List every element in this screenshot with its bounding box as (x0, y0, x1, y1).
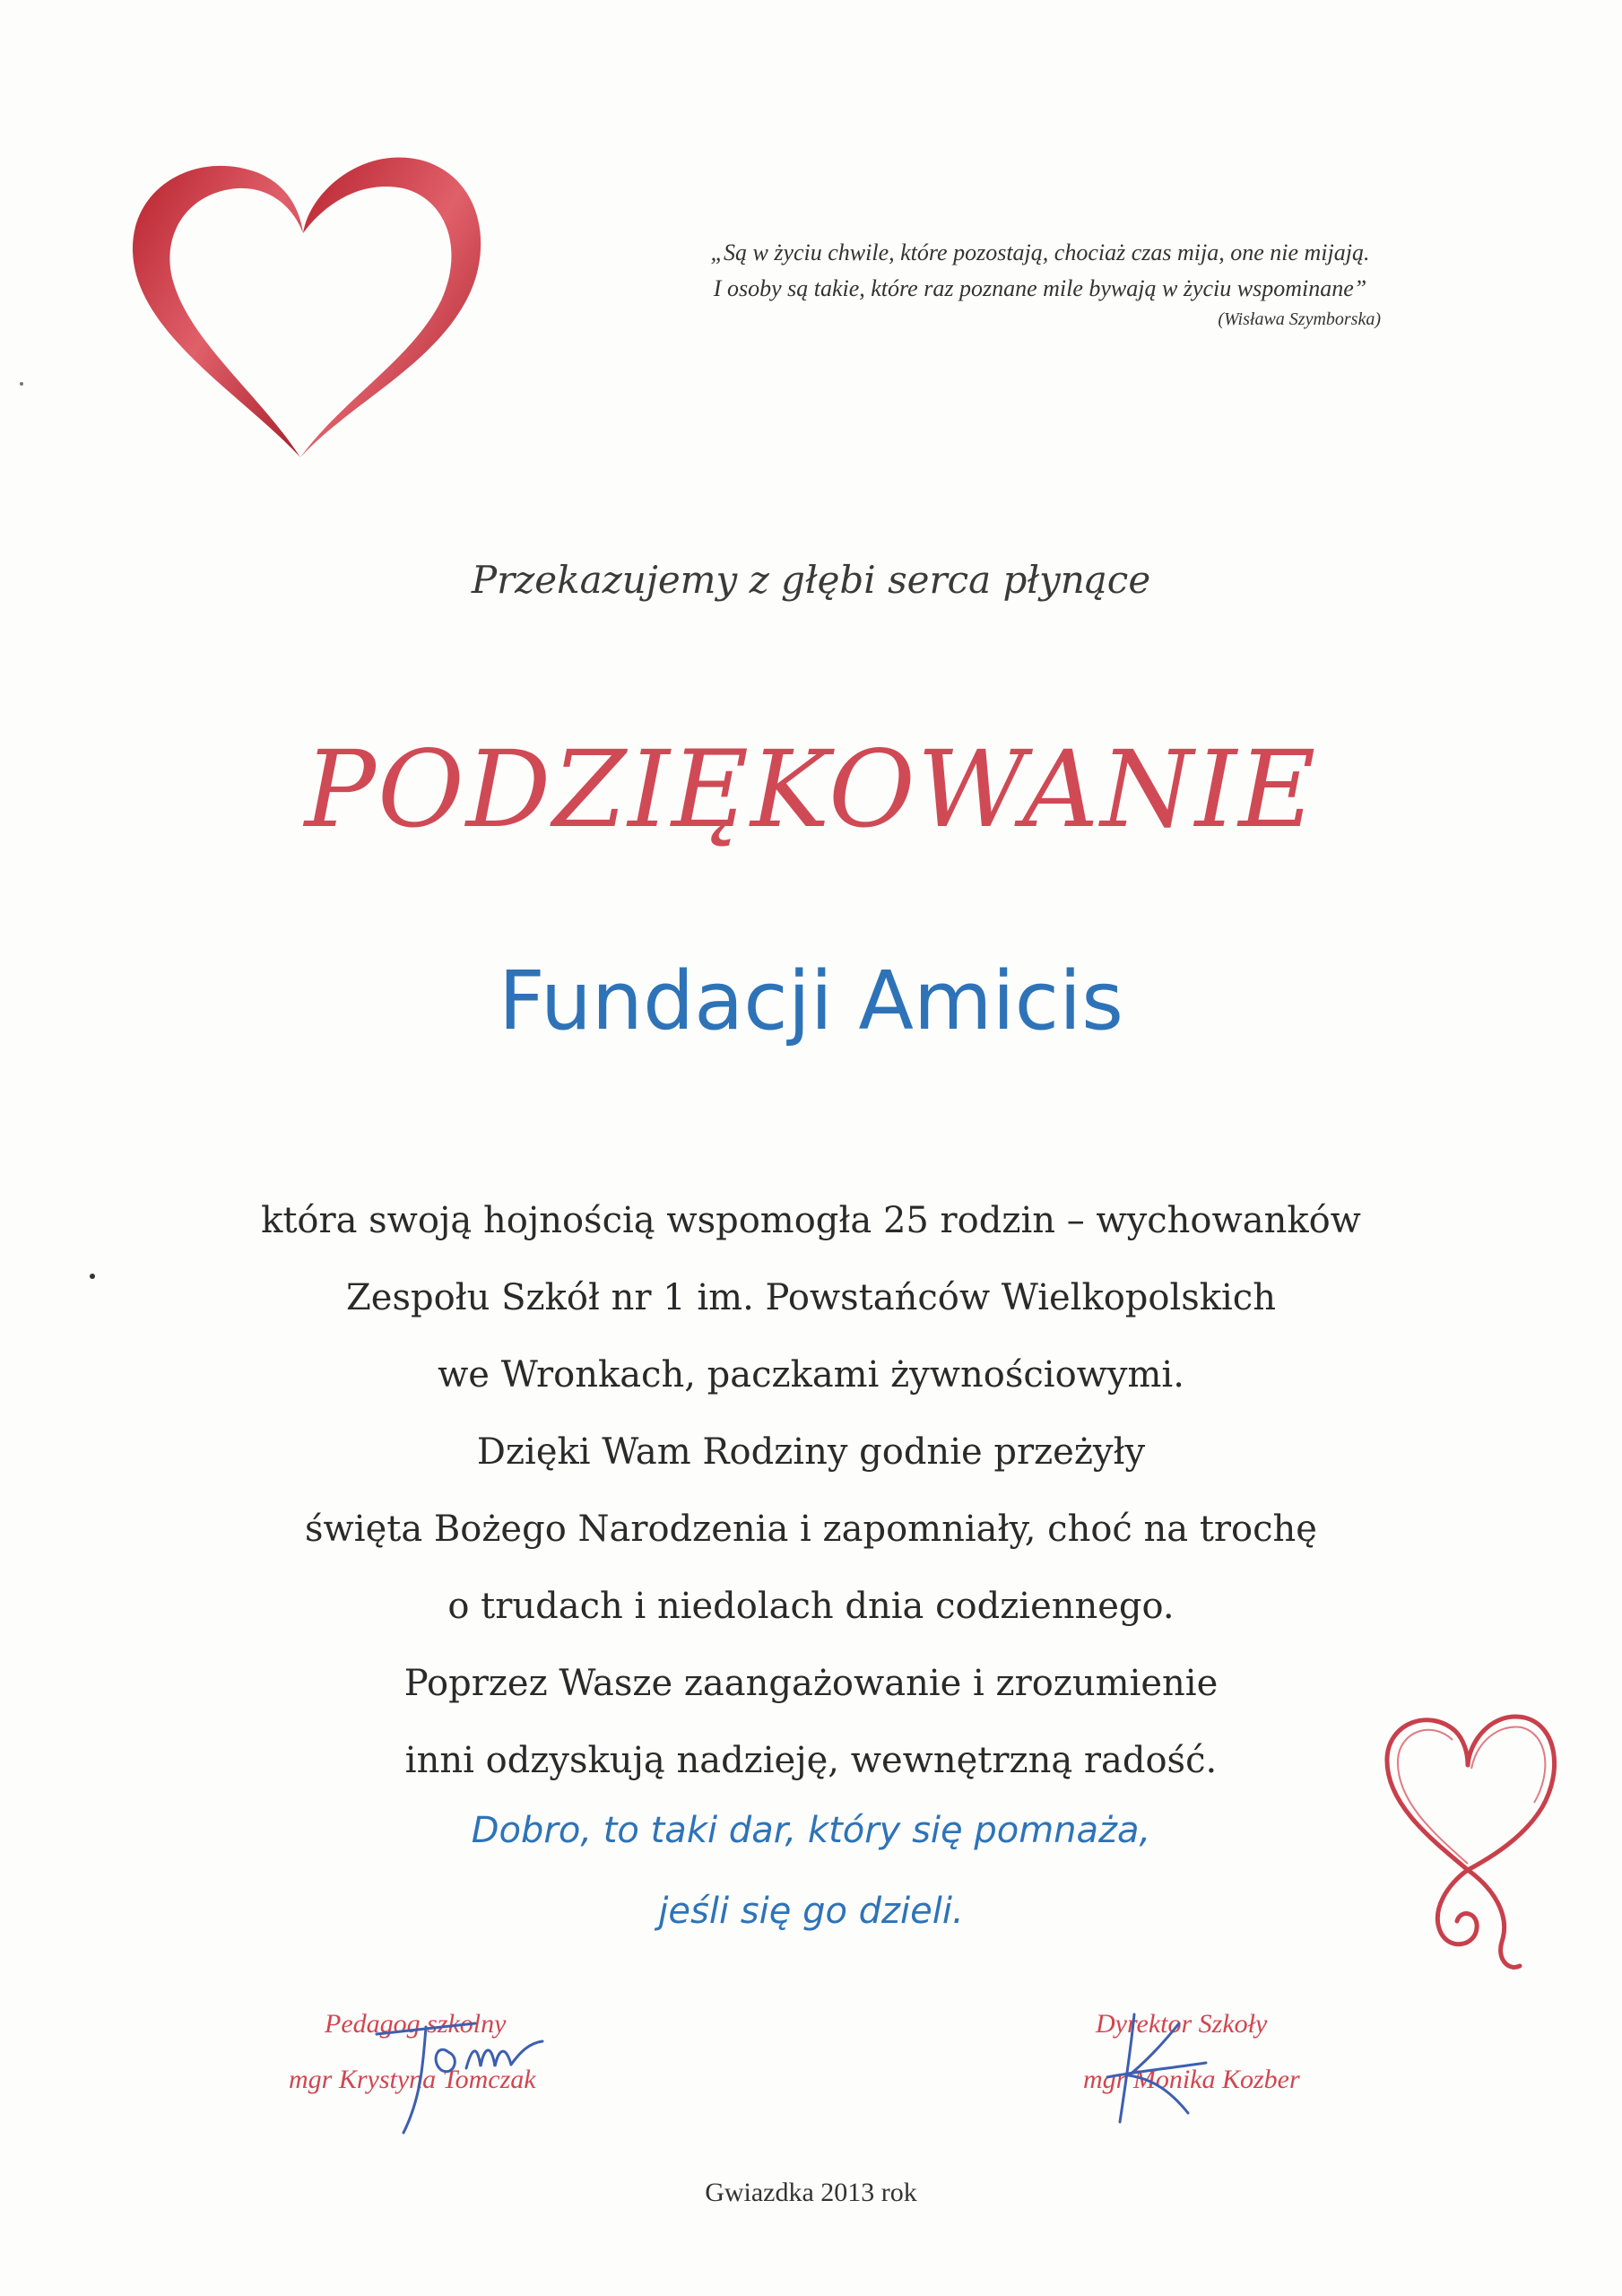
motto-line: jeśli się go dzieli. (658, 1891, 964, 1932)
recipient-name: Fundacji Amicis (499, 954, 1123, 1048)
body-line: we Wronkach, paczkami żywnościowymi. (438, 1354, 1184, 1396)
epigraph-quote (538, 235, 1542, 332)
curly-heart-icon (1367, 1686, 1574, 1982)
body-line: Poprzez Wasze zaangażowanie i zrozumienie (403, 1663, 1219, 1704)
body-line: która swoją hojnością wspomogła 25 rodzin – wychowanków (261, 1200, 1361, 1241)
intro-text: Przekazujemy z głębi serca płynące (471, 558, 1151, 602)
signature-role-left: Pedagog szkolny (325, 2009, 507, 2039)
quote-line: „Są w życiu chwile, które pozostają, chociaż czas mija, one nie mijają. (710, 239, 1370, 265)
body-line: o trudach i niedolach dnia codziennego. (447, 1586, 1175, 1627)
page-title: PODZIĘKOWANIE (304, 727, 1318, 851)
quote-author: (Wisława Szymborska) (1218, 309, 1381, 329)
quote-line: I osoby są takie, które raz poznane mile bywają w życiu wspominane” (713, 275, 1367, 301)
signature-name-right: mgr Monika Kozber (1083, 2065, 1300, 2094)
scan-speck (90, 1274, 95, 1279)
heart-ribbon-icon (108, 135, 502, 475)
signature-name-left: mgr Krystyna Tomczak (289, 2065, 536, 2094)
signature-role-right: Dyrektor Szkoły (1096, 2009, 1268, 2039)
handwritten-signature-right (1071, 1996, 1251, 2131)
scan-speck (20, 382, 23, 386)
body-line: święta Bożego Narodzenia i zapomniały, choć na trochę (305, 1509, 1317, 1550)
handwritten-signature-left (341, 1989, 574, 2142)
motto-line: Dobro, to taki dar, który się pomnaża, (471, 1810, 1151, 1851)
body-line: inni odzyskują nadzieję, wewnętrzną radość. (404, 1740, 1218, 1781)
body-line: Zespołu Szkół nr 1 im. Powstańców Wielkopolskich (346, 1277, 1276, 1318)
footer-date: Gwiazdka 2013 rok (705, 2178, 917, 2207)
body-line: Dzięki Wam Rodziny godnie przeżyły (476, 1431, 1146, 1473)
